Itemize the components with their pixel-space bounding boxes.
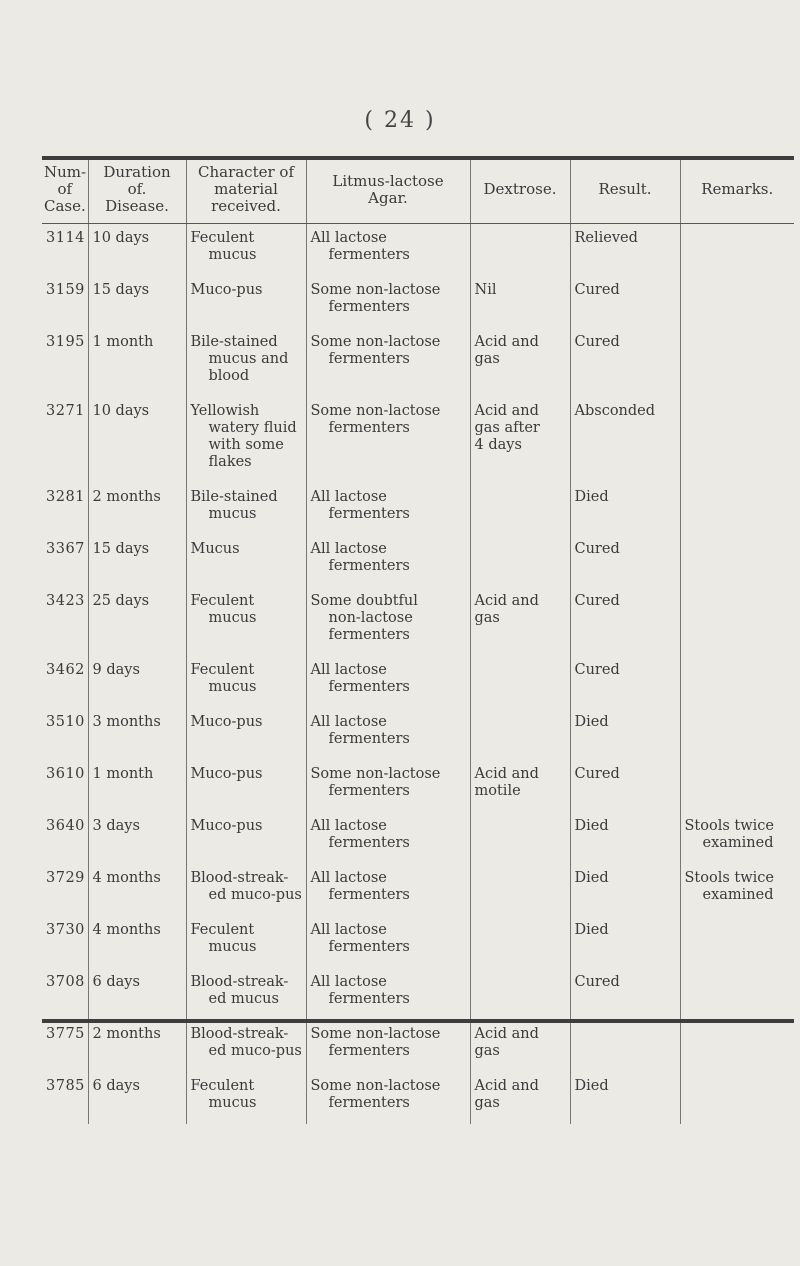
result-cell: Died [570,483,680,535]
material-cell-line: Blood-streak- [190,1026,289,1042]
table-row [42,535,794,587]
remarks-cell-line: examined [702,835,774,851]
material-cell-line: Muco-pus [190,714,263,730]
result-cell: Died [570,916,680,968]
duration-cell: 1 month [88,328,186,397]
table-row [42,1072,794,1124]
litmus-lactose-cell-line: fermenters [328,558,410,574]
dextrose-cell-line: Acid and [474,593,539,609]
litmus-lactose-cell [306,968,470,1020]
litmus-lactose-cell-line: fermenters [328,1095,410,1111]
litmus-lactose-cell-line: All lactose [310,230,387,246]
dextrose-cell-line: gas [474,1043,500,1059]
material-cell [186,916,306,968]
dextrose-cell-line: Nil [474,282,497,298]
dextrose-cell [470,328,570,397]
remarks-cell [680,916,794,968]
table-header-row [42,160,794,224]
result-cell: Cured [570,535,680,587]
material-cell-line: mucus [208,506,257,522]
litmus-lactose-cell [306,397,470,483]
litmus-lactose-cell [306,587,470,656]
material-cell [186,276,306,328]
litmus-lactose-cell-line: fermenters [328,887,410,903]
result-cell: Died [570,864,680,916]
result-cell: Relieved [570,224,680,277]
duration-cell: 2 months [88,483,186,535]
duration-cell: 15 days [88,276,186,328]
remarks-cell [680,224,794,277]
material-cell [186,1020,306,1072]
result-cell: Cured [570,968,680,1020]
litmus-lactose-cell-line: All lactose [310,714,387,730]
litmus-lactose-cell-line: fermenters [328,299,410,315]
dextrose-cell-line: Acid and [474,1078,539,1094]
result-cell [570,1020,680,1072]
duration-cell: 6 days [88,1072,186,1124]
material-cell [186,968,306,1020]
result-cell: Cured [570,587,680,656]
material-cell [186,587,306,656]
material-cell-line: mucus and [208,351,289,367]
material-cell-line: Blood-streak- [190,870,289,886]
dextrose-cell [470,1020,570,1072]
litmus-lactose-cell-line: fermenters [328,1043,410,1059]
litmus-lactose-cell-line: All lactose [310,818,387,834]
table-row [42,587,794,656]
material-cell-line: ed mucus [208,991,279,1007]
material-cell-line: mucus [208,679,257,695]
table-row [42,812,794,864]
dextrose-cell-line: Acid and [474,403,539,419]
litmus-lactose-cell-line: fermenters [328,783,410,799]
material-cell-line: mucus [208,939,257,955]
remarks-cell [680,656,794,708]
dextrose-cell-line: Acid and [474,766,539,782]
litmus-lactose-cell [306,328,470,397]
material-cell-line: ed muco-pus [208,887,302,903]
material-cell-line: with some [208,437,284,453]
litmus-lactose-cell [306,708,470,760]
dextrose-cell [470,397,570,483]
litmus-lactose-cell-line: Some non-lactose [310,334,441,350]
material-cell [186,708,306,760]
litmus-lactose-cell [306,1020,470,1072]
page-number: ( 24 ) [364,108,436,133]
bottom-rule [42,1019,794,1023]
litmus-lactose-cell-line: All lactose [310,489,387,505]
duration-cell: 2 months [88,1020,186,1072]
dextrose-cell [470,812,570,864]
material-cell [186,328,306,397]
material-cell [186,483,306,535]
dextrose-cell [470,968,570,1020]
header-material: Character of material received. [186,160,306,224]
material-cell [186,864,306,916]
litmus-lactose-cell-line: All lactose [310,870,387,886]
table-row [42,276,794,328]
dextrose-cell [470,224,570,277]
litmus-lactose-cell-line: fermenters [328,731,410,747]
litmus-lactose-cell [306,916,470,968]
case-number-cell: 3159 [42,276,88,328]
result-cell: Died [570,1072,680,1124]
litmus-lactose-cell-line: All lactose [310,974,387,990]
litmus-lactose-cell-line: Some non-lactose [310,282,441,298]
remarks-cell-line: Stools twice [684,870,774,886]
dextrose-cell-line: gas [474,1095,500,1111]
table-row [42,864,794,916]
litmus-lactose-cell-line: non-lactose [328,610,413,626]
material-cell-line: Feculent [190,922,255,938]
material-cell-line: Mucus [190,541,240,557]
case-number-cell: 3640 [42,812,88,864]
litmus-lactose-cell [306,864,470,916]
remarks-cell-line: examined [702,887,774,903]
material-cell-line: Muco-pus [190,282,263,298]
material-cell [186,224,306,277]
remarks-cell [680,1072,794,1124]
material-cell-line: mucus [208,247,257,263]
material-cell-line: Bile-stained [190,489,278,505]
duration-cell: 1 month [88,760,186,812]
material-cell [186,397,306,483]
result-cell: Cured [570,328,680,397]
material-cell-line: flakes [208,454,252,470]
material-cell-line: mucus [208,610,257,626]
dextrose-cell [470,916,570,968]
remarks-cell [680,587,794,656]
dextrose-cell [470,656,570,708]
duration-cell: 25 days [88,587,186,656]
material-cell [186,1072,306,1124]
litmus-lactose-cell-line: All lactose [310,541,387,557]
material-cell-line: mucus [208,1095,257,1111]
table-row [42,760,794,812]
case-number-cell: 3775 [42,1020,88,1072]
litmus-lactose-cell [306,276,470,328]
case-number-cell: 3462 [42,656,88,708]
dextrose-cell [470,708,570,760]
table-row [42,968,794,1020]
dextrose-cell-line: motile [474,783,521,799]
case-number-cell: 3730 [42,916,88,968]
litmus-lactose-cell [306,760,470,812]
case-number-cell: 3610 [42,760,88,812]
result-cell: Died [570,812,680,864]
litmus-lactose-cell-line: fermenters [328,835,410,851]
litmus-lactose-cell [306,656,470,708]
table-row [42,328,794,397]
material-cell-line: Feculent [190,230,255,246]
table-row [42,1020,794,1072]
case-number-cell: 3367 [42,535,88,587]
result-cell: Died [570,708,680,760]
result-cell: Cured [570,656,680,708]
remarks-cell-line: Stools twice [684,818,774,834]
litmus-lactose-cell-line: Some non-lactose [310,1026,441,1042]
duration-cell: 3 days [88,812,186,864]
dextrose-cell-line: gas [474,610,500,626]
case-number-cell: 3195 [42,328,88,397]
case-number-cell: 3729 [42,864,88,916]
table-row [42,656,794,708]
remarks-cell [680,483,794,535]
case-number-cell: 3114 [42,224,88,277]
duration-cell: 15 days [88,535,186,587]
case-number-cell: 3271 [42,397,88,483]
duration-cell: 4 months [88,864,186,916]
litmus-lactose-cell [306,483,470,535]
dextrose-cell [470,760,570,812]
litmus-lactose-cell-line: fermenters [328,679,410,695]
litmus-lactose-cell-line: All lactose [310,662,387,678]
remarks-cell [680,535,794,587]
dextrose-cell [470,535,570,587]
litmus-lactose-cell [306,224,470,277]
litmus-lactose-cell-line: fermenters [328,351,410,367]
litmus-lactose-cell-line: fermenters [328,506,410,522]
duration-cell: 6 days [88,968,186,1020]
material-cell [186,535,306,587]
header-duration: Duration of. Disease. [88,160,186,224]
header-dextrose: Dextrose. [470,160,570,224]
litmus-lactose-cell-line: fermenters [328,939,410,955]
material-cell [186,812,306,864]
remarks-cell [680,708,794,760]
dextrose-cell [470,1072,570,1124]
result-cell: Absconded [570,397,680,483]
remarks-cell [680,812,794,864]
material-cell-line: Muco-pus [190,766,263,782]
remarks-cell [680,968,794,1020]
material-cell-line: ed muco-pus [208,1043,302,1059]
litmus-lactose-cell-line: fermenters [328,420,410,436]
table-row [42,224,794,277]
remarks-cell [680,397,794,483]
litmus-lactose-cell-line: Some doubtful [310,593,418,609]
table-row [42,708,794,760]
material-cell-line: Bile-stained [190,334,278,350]
duration-cell: 10 days [88,397,186,483]
remarks-cell [680,864,794,916]
litmus-lactose-cell-line: Some non-lactose [310,1078,441,1094]
result-cell: Cured [570,760,680,812]
litmus-lactose-cell [306,812,470,864]
duration-cell: 10 days [88,224,186,277]
table-row [42,483,794,535]
material-cell-line: watery fluid [208,420,297,436]
duration-cell: 4 months [88,916,186,968]
dextrose-cell [470,483,570,535]
litmus-lactose-cell-line: Some non-lactose [310,766,441,782]
remarks-cell [680,760,794,812]
material-cell-line: Feculent [190,1078,255,1094]
remarks-cell [680,328,794,397]
material-cell-line: blood [208,368,250,384]
duration-cell: 9 days [88,656,186,708]
material-cell [186,656,306,708]
remarks-cell [680,1020,794,1072]
case-number-cell: 3510 [42,708,88,760]
litmus-lactose-cell [306,1072,470,1124]
header-result: Result. [570,160,680,224]
case-number-cell: 3423 [42,587,88,656]
litmus-lactose-cell-line: Some non-lactose [310,403,441,419]
litmus-lactose-cell [306,535,470,587]
case-number-cell: 3708 [42,968,88,1020]
material-cell [186,760,306,812]
header-litmus-lactose: Litmus-lactose Agar. [306,160,470,224]
dextrose-cell-line: Acid and [474,1026,539,1042]
material-cell-line: Blood-streak- [190,974,289,990]
dextrose-cell-line: 4 days [474,437,522,453]
litmus-lactose-cell-line: fermenters [328,991,410,1007]
litmus-lactose-cell-line: All lactose [310,922,387,938]
material-cell-line: Yellowish [190,403,260,419]
case-records-table [42,160,794,1124]
dextrose-cell [470,864,570,916]
litmus-lactose-cell-line: fermenters [328,627,410,643]
material-cell-line: Feculent [190,662,255,678]
result-cell: Cured [570,276,680,328]
case-number-cell: 3281 [42,483,88,535]
duration-cell: 3 months [88,708,186,760]
remarks-cell [680,276,794,328]
dextrose-cell-line: gas after [474,420,540,436]
material-cell-line: Feculent [190,593,255,609]
material-cell-line: Muco-pus [190,818,263,834]
header-case-number: Num- of Case. [42,160,88,224]
table-row [42,916,794,968]
case-number-cell: 3785 [42,1072,88,1124]
litmus-lactose-cell-line: fermenters [328,247,410,263]
dextrose-cell-line: Acid and [474,334,539,350]
dextrose-cell-line: gas [474,351,500,367]
table-row [42,397,794,483]
table-body [42,224,794,1125]
dextrose-cell [470,276,570,328]
dextrose-cell [470,587,570,656]
header-remarks: Remarks. [680,160,794,224]
